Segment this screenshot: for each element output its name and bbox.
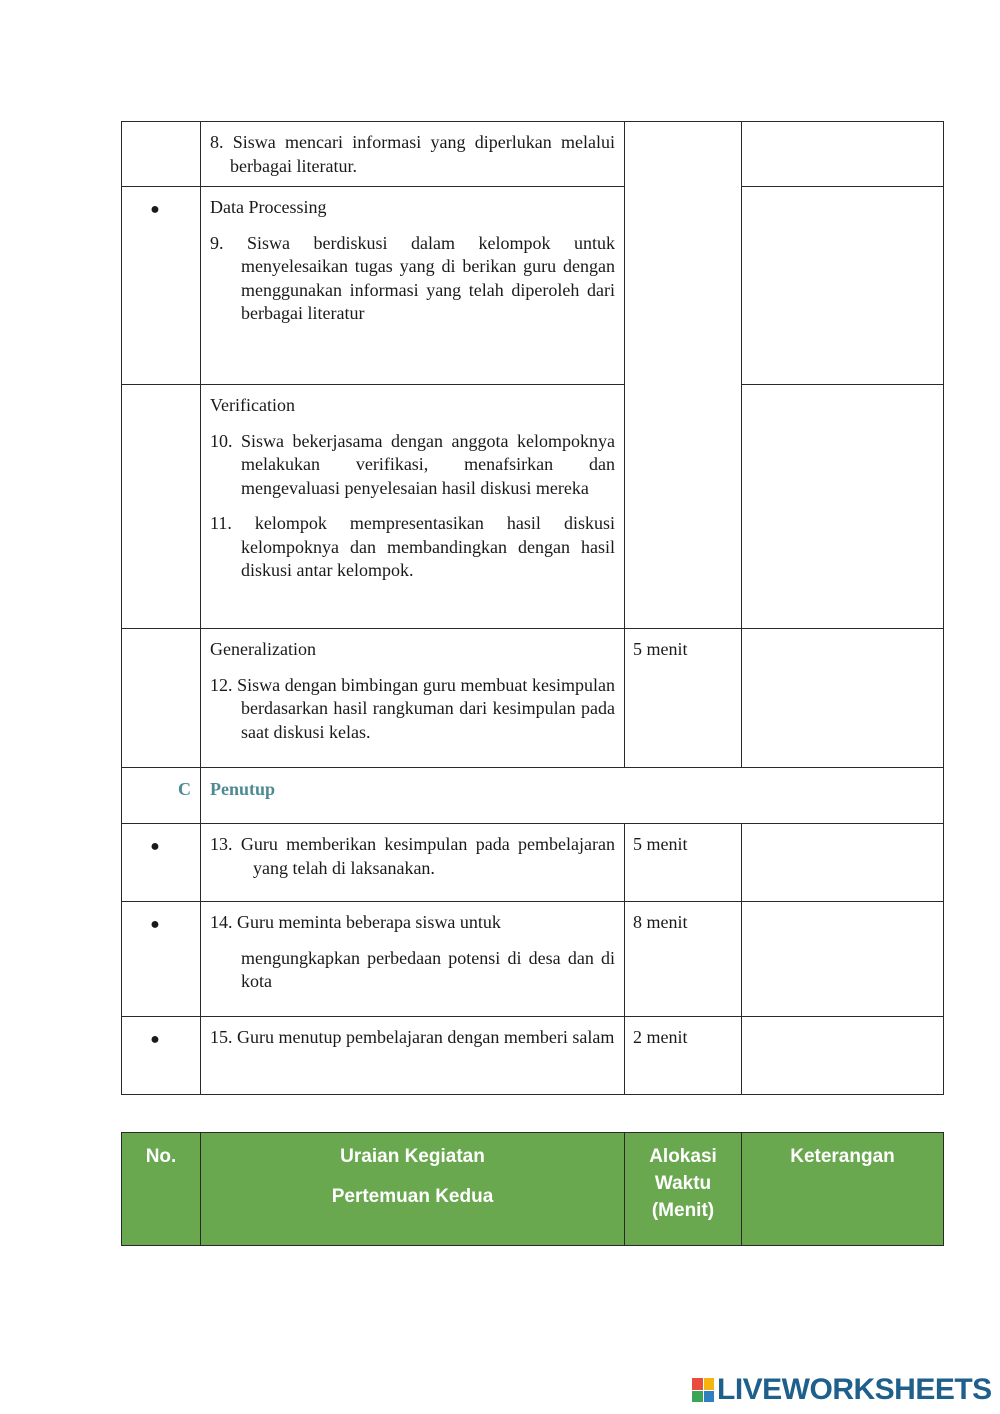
activity-item-13: 13. Guru memberikan kesimpulan pada pembelajaran yang telah di laksanakan. [210, 834, 615, 878]
logo-square [692, 1378, 703, 1390]
logo-square [692, 1391, 703, 1403]
header-no: No. [122, 1133, 201, 1246]
notes-cell [742, 122, 944, 187]
bullet-icon: ● [150, 916, 160, 933]
table-row [122, 824, 944, 902]
table-row [122, 902, 944, 1017]
bullet-icon: ● [150, 838, 160, 855]
activity-cell [201, 629, 625, 768]
time-cell: 8 menit [625, 902, 742, 1017]
liveworksheets-logo-text: LIVEWORKSHEETS [717, 1373, 992, 1406]
activity-cell [201, 902, 625, 1017]
activity-cell [201, 122, 625, 187]
activity-item-11: 11. kelompok mempresentasikan hasil diskusi kelompoknya dan membandingkan dengan hasil diskusi antar kelompok. [210, 513, 615, 580]
no-cell [122, 1017, 201, 1095]
no-cell [122, 122, 201, 187]
activity-cell [201, 385, 625, 629]
bullet-icon: ● [150, 1031, 160, 1048]
notes-cell [742, 629, 944, 768]
activity-cell [201, 1017, 625, 1095]
notes-cell [742, 824, 944, 902]
logo-square [704, 1391, 715, 1403]
activity-item-10: 10. Siswa bekerjasama dengan anggota kelompoknya melakukan verifikasi, menafsirkan dan mengevaluasi penyelesaian hasil diskusi mereka [210, 430, 615, 498]
header-uraian-title: Uraian Kegiatan [340, 1146, 485, 1167]
phase-heading: Generalization [210, 639, 316, 659]
no-cell [122, 187, 201, 385]
notes-cell [742, 1017, 944, 1095]
time-cell: 5 menit [625, 629, 742, 768]
header-keterangan: Keterangan [742, 1133, 944, 1246]
header-uraian [201, 1133, 625, 1246]
bullet-icon: ● [150, 201, 160, 218]
no-cell [122, 629, 201, 768]
liveworksheets-logo-icon [692, 1378, 714, 1402]
activity-cell [201, 824, 625, 902]
activity-item-9: 9. Siswa berdiskusi dalam kelompok untuk menyelesaikan tugas yang di berikan guru dengan menggunakan informasi yang telah diperoleh dari berbagai literatur [210, 232, 615, 323]
phase-heading: Data Processing [210, 197, 327, 217]
notes-cell [742, 385, 944, 629]
next-meeting-header-table [121, 1132, 944, 1246]
activity-item-15: 15. Guru menutup pembelajaran dengan memberi salam [210, 1027, 615, 1047]
activity-item-8: 8. Siswa mencari informasi yang diperlukan melalui berbagai literatur. [210, 132, 615, 176]
activity-table [121, 121, 944, 1095]
time-cell: 5 menit [625, 824, 742, 902]
header-row [122, 1133, 944, 1246]
table-row [122, 629, 944, 768]
activity-cell [201, 187, 625, 385]
time-cell-merged [625, 122, 742, 629]
no-cell [122, 385, 201, 629]
activity-item-14-line1: 14. Guru meminta beberapa siswa untuk [210, 912, 501, 932]
notes-cell [742, 902, 944, 1017]
table-row [122, 385, 944, 629]
activity-item-14-line2: mengungkapkan perbedaan potensi di desa dan di kota [241, 947, 615, 991]
notes-cell [742, 187, 944, 385]
table-row [122, 122, 944, 187]
time-cell: 2 menit [625, 1017, 742, 1095]
liveworksheets-logo [692, 1373, 992, 1407]
header-alokasi: Alokasi Waktu (Menit) [625, 1133, 742, 1246]
phase-heading: Verification [210, 395, 295, 415]
logo-square [704, 1378, 715, 1390]
no-cell [122, 902, 201, 1017]
activity-item-12: 12. Siswa dengan bimbingan guru membuat kesimpulan berdasarkan hasil rangkuman dari kesimpulan pada saat diskusi kelas. [210, 674, 615, 742]
no-cell [122, 824, 201, 902]
section-title: Penutup [201, 768, 944, 824]
section-row [122, 768, 944, 824]
section-letter: C [122, 768, 201, 824]
header-pertemuan: Pertemuan Kedua [331, 1186, 494, 1207]
table-row [122, 1017, 944, 1095]
table-row [122, 187, 944, 385]
